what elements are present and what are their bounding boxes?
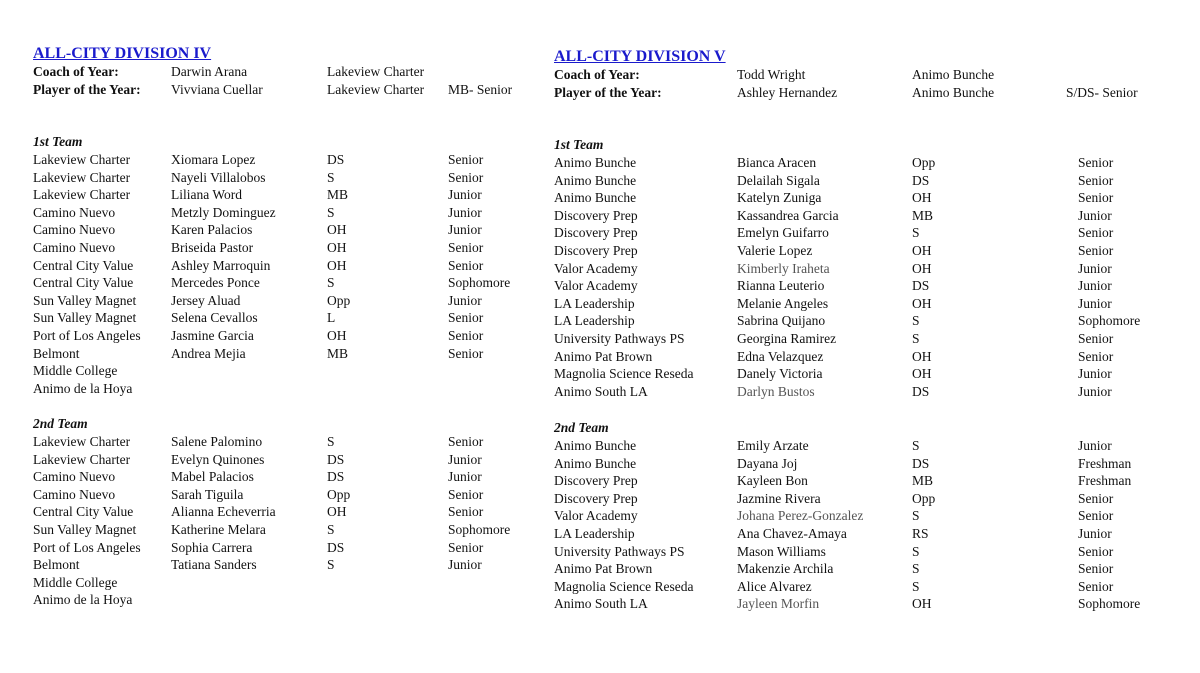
division-v-column <box>554 0 1194 673</box>
row-year: Senior <box>448 486 484 502</box>
row-year: Senior <box>448 240 484 255</box>
row-position: OH <box>912 295 932 311</box>
row-school: Magnolia Science Reseda <box>554 366 694 382</box>
row-player: Johana Perez-Gonzalez <box>737 508 864 524</box>
row-school: Port of Los Angeles <box>33 328 141 343</box>
row-year: Senior <box>1078 331 1114 346</box>
row-player: Ana Chavez-Amaya <box>737 526 847 541</box>
row-player: Darlyn Bustos <box>737 383 815 399</box>
row-school: Animo de la Hoya <box>33 592 133 608</box>
row-position: S <box>912 331 920 346</box>
row-player: Selena Cevallos <box>171 310 258 326</box>
row-player: Kayleen Bon <box>737 473 808 489</box>
row-school: Lakeview Charter <box>33 152 131 167</box>
row-player: Sabrina Quijano <box>737 313 826 329</box>
row-player: Georgina Ramirez <box>737 331 837 346</box>
row-position: DS <box>327 469 345 485</box>
row-position: DS <box>912 278 930 294</box>
row-school: Sun Valley Magnet <box>33 310 137 326</box>
row-year: Junior <box>1078 526 1112 541</box>
row-player: Xiomara Lopez <box>171 152 256 167</box>
row-player: Mercedes Ponce <box>171 275 260 291</box>
row-position: OH <box>327 257 347 273</box>
row-school: Animo Bunche <box>554 190 637 206</box>
coach-label: Coach of Year: <box>33 64 119 79</box>
row-school: Animo Bunche <box>554 438 637 453</box>
row-position: DS <box>327 451 345 467</box>
row-player: Andrea Mejia <box>171 345 246 361</box>
coach-name: Todd Wright <box>737 67 806 82</box>
row-year: Sophomore <box>1078 596 1141 612</box>
row-school: Animo de la Hoya <box>33 380 133 396</box>
row-school: Middle College <box>33 574 118 590</box>
row-player: Jayleen Morfin <box>737 596 820 612</box>
division-iv-column <box>33 0 533 673</box>
first-team-heading: 1st Team <box>554 137 604 152</box>
row-position: OH <box>327 504 347 520</box>
row-school: Valor Academy <box>554 508 638 524</box>
row-year: Junior <box>448 292 482 308</box>
row-player: Mabel Palacios <box>171 469 254 485</box>
row-position: S <box>912 313 920 329</box>
row-position: MB <box>327 345 349 361</box>
row-year: Senior <box>448 152 484 167</box>
row-position: OH <box>327 222 347 238</box>
row-year: Sophomore <box>1078 313 1141 329</box>
row-school: Magnolia Science Reseda <box>554 578 694 594</box>
row-position: S <box>327 434 335 449</box>
row-player: Mason Williams <box>737 543 826 559</box>
row-player: Alianna Echeverria <box>171 504 276 520</box>
row-year: Junior <box>1078 366 1112 382</box>
row-school: LA Leadership <box>554 313 635 329</box>
row-year: Senior <box>448 169 484 185</box>
row-player: Liliana Word <box>171 187 243 203</box>
player-name: Vivviana Cuellar <box>171 82 263 97</box>
row-school: Animo Bunche <box>554 455 637 471</box>
row-year: Freshman <box>1078 455 1132 471</box>
row-player: Karen Palacios <box>171 222 253 238</box>
row-school: Discovery Prep <box>554 473 638 489</box>
row-year: Junior <box>1078 383 1112 399</box>
row-school: LA Leadership <box>554 526 635 541</box>
row-player: Rianna Leuterio <box>737 278 825 294</box>
row-year: Senior <box>1078 490 1114 506</box>
row-year: Junior <box>448 222 482 238</box>
row-player: Danely Victoria <box>737 366 823 382</box>
coach-name: Darwin Arana <box>171 64 248 79</box>
row-school: Animo Bunche <box>554 155 637 170</box>
row-position: Opp <box>327 486 351 502</box>
row-year: Senior <box>1078 543 1114 559</box>
row-player: Makenzie Archila <box>737 561 834 577</box>
row-position: OH <box>912 243 932 258</box>
row-school: Central City Value <box>33 275 134 291</box>
row-school: Animo Pat Brown <box>554 348 653 364</box>
row-school: Camino Nuevo <box>33 240 116 255</box>
row-player: Alice Alvarez <box>737 578 812 594</box>
row-position: DS <box>327 539 345 555</box>
player-name: Ashley Hernandez <box>737 85 838 100</box>
row-position: S <box>912 561 920 577</box>
row-year: Senior <box>448 328 484 343</box>
row-school: Camino Nuevo <box>33 469 116 485</box>
row-position: S <box>327 522 335 537</box>
row-position: OH <box>912 366 932 382</box>
row-position: S <box>912 543 920 559</box>
row-school: Lakeview Charter <box>33 451 131 467</box>
coach-school: Animo Bunche <box>912 67 995 82</box>
row-school: Central City Value <box>33 504 134 520</box>
player-school: Lakeview Charter <box>327 82 425 97</box>
first-team-heading: 1st Team <box>33 134 83 149</box>
row-school: Middle College <box>33 363 118 379</box>
row-school: Discovery Prep <box>554 225 638 241</box>
row-position: OH <box>912 596 932 612</box>
row-player: Jersey Aluad <box>171 292 241 308</box>
row-position: S <box>327 275 335 291</box>
row-year: Senior <box>1078 243 1114 258</box>
row-school: LA Leadership <box>554 295 635 311</box>
row-position: S <box>327 169 335 185</box>
row-school: Sun Valley Magnet <box>33 522 137 537</box>
row-year: Senior <box>448 310 484 326</box>
row-year: Senior <box>448 257 484 273</box>
row-player: Valerie Lopez <box>737 243 813 258</box>
row-player: Katelyn Zuniga <box>737 190 822 206</box>
division-v-title: ALL-CITY DIVISION V <box>554 48 726 65</box>
row-year: Senior <box>448 539 484 555</box>
row-year: Senior <box>1078 155 1114 170</box>
row-school: University Pathways PS <box>554 543 685 559</box>
row-school: Discovery Prep <box>554 207 638 223</box>
row-position: MB <box>912 207 934 223</box>
row-year: Junior <box>1078 260 1112 276</box>
second-team-heading: 2nd Team <box>33 416 88 431</box>
row-school: Valor Academy <box>554 278 638 294</box>
row-school: Camino Nuevo <box>33 222 116 238</box>
row-school: Discovery Prep <box>554 243 638 258</box>
row-year: Sophomore <box>448 522 511 537</box>
row-school: Lakeview Charter <box>33 187 131 203</box>
row-position: OH <box>327 240 347 255</box>
row-year: Junior <box>1078 278 1112 294</box>
row-year: Senior <box>1078 190 1114 206</box>
coach-label: Coach of Year: <box>554 67 640 82</box>
row-player: Sarah Tiguila <box>171 486 244 502</box>
row-position: OH <box>327 328 347 343</box>
row-year: Junior <box>448 204 482 220</box>
row-player: Salene Palomino <box>171 434 263 449</box>
player-detail: S/DS- Senior <box>1066 85 1138 100</box>
row-year: Junior <box>1078 295 1112 311</box>
row-year: Senior <box>1078 508 1114 524</box>
player-detail: MB- Senior <box>448 82 513 97</box>
row-position: S <box>912 508 920 524</box>
row-position: MB <box>327 187 349 203</box>
row-player: Evelyn Quinones <box>171 451 265 467</box>
row-year: Junior <box>448 451 482 467</box>
row-school: Animo Bunche <box>554 172 637 188</box>
row-year: Senior <box>448 504 484 520</box>
row-player: Bianca Aracen <box>737 155 817 170</box>
row-position: S <box>912 438 920 453</box>
row-player: Nayeli Villalobos <box>171 169 266 185</box>
player-label: Player of the Year: <box>33 82 141 97</box>
row-year: Senior <box>448 345 484 361</box>
row-player: Sophia Carrera <box>171 539 253 555</box>
row-position: S <box>912 225 920 241</box>
row-player: Tatiana Sanders <box>171 557 257 573</box>
row-school: Belmont <box>33 345 80 361</box>
row-player: Kimberly Iraheta <box>737 260 830 276</box>
row-year: Sophomore <box>448 275 511 291</box>
row-year: Junior <box>1078 207 1112 223</box>
row-year: Senior <box>1078 172 1114 188</box>
row-position: DS <box>327 152 345 167</box>
row-player: Katherine Melara <box>171 522 266 537</box>
row-position: L <box>327 310 336 326</box>
row-player: Ashley Marroquin <box>171 257 271 273</box>
division-iv-title: ALL-CITY DIVISION IV <box>33 45 212 62</box>
row-player: Edna Velazquez <box>737 348 824 364</box>
row-position: S <box>327 204 335 220</box>
row-year: Junior <box>448 187 482 203</box>
row-school: Camino Nuevo <box>33 204 116 220</box>
coach-school: Lakeview Charter <box>327 64 425 79</box>
row-position: OH <box>912 348 932 364</box>
row-position: S <box>912 578 920 594</box>
row-year: Freshman <box>1078 473 1132 489</box>
row-school: Animo South LA <box>554 383 648 399</box>
row-year: Junior <box>448 469 482 485</box>
row-player: Emily Arzate <box>737 438 809 453</box>
row-year: Senior <box>1078 561 1114 577</box>
second-team-heading: 2nd Team <box>554 420 609 435</box>
row-player: Jazmine Rivera <box>737 490 821 506</box>
row-year: Junior <box>1078 438 1112 453</box>
row-player: Melanie Angeles <box>737 295 829 311</box>
row-player: Delailah Sigala <box>737 172 820 188</box>
row-player: Emelyn Guifarro <box>737 225 829 241</box>
row-position: Opp <box>912 155 936 170</box>
row-year: Senior <box>1078 225 1114 241</box>
row-school: Animo South LA <box>554 596 648 612</box>
row-position: DS <box>912 455 930 471</box>
row-school: Camino Nuevo <box>33 486 116 502</box>
row-school: Lakeview Charter <box>33 169 131 185</box>
row-position: Opp <box>912 490 936 506</box>
row-school: Discovery Prep <box>554 490 638 506</box>
row-school: Port of Los Angeles <box>33 539 141 555</box>
row-position: DS <box>912 383 930 399</box>
player-label: Player of the Year: <box>554 85 662 100</box>
row-player: Briseida Pastor <box>171 240 254 255</box>
row-position: Opp <box>327 292 351 308</box>
row-school: Central City Value <box>33 257 134 273</box>
row-school: Valor Academy <box>554 260 638 276</box>
row-year: Senior <box>1078 578 1114 594</box>
row-school: Sun Valley Magnet <box>33 292 137 308</box>
row-year: Junior <box>448 557 482 573</box>
row-player: Metzly Dominguez <box>171 204 276 220</box>
player-school: Animo Bunche <box>912 85 995 100</box>
row-position: RS <box>912 526 929 541</box>
row-school: Animo Pat Brown <box>554 561 653 577</box>
row-year: Senior <box>448 434 484 449</box>
row-player: Dayana Joj <box>737 455 798 471</box>
row-position: S <box>327 557 335 573</box>
row-position: OH <box>912 190 932 206</box>
row-player: Kassandrea Garcia <box>737 207 839 223</box>
row-player: Jasmine Garcia <box>171 328 254 343</box>
row-position: DS <box>912 172 930 188</box>
row-school: Lakeview Charter <box>33 434 131 449</box>
row-school: Belmont <box>33 557 80 573</box>
row-position: MB <box>912 473 934 489</box>
row-position: OH <box>912 260 932 276</box>
row-school: University Pathways PS <box>554 331 685 346</box>
row-year: Senior <box>1078 348 1114 364</box>
